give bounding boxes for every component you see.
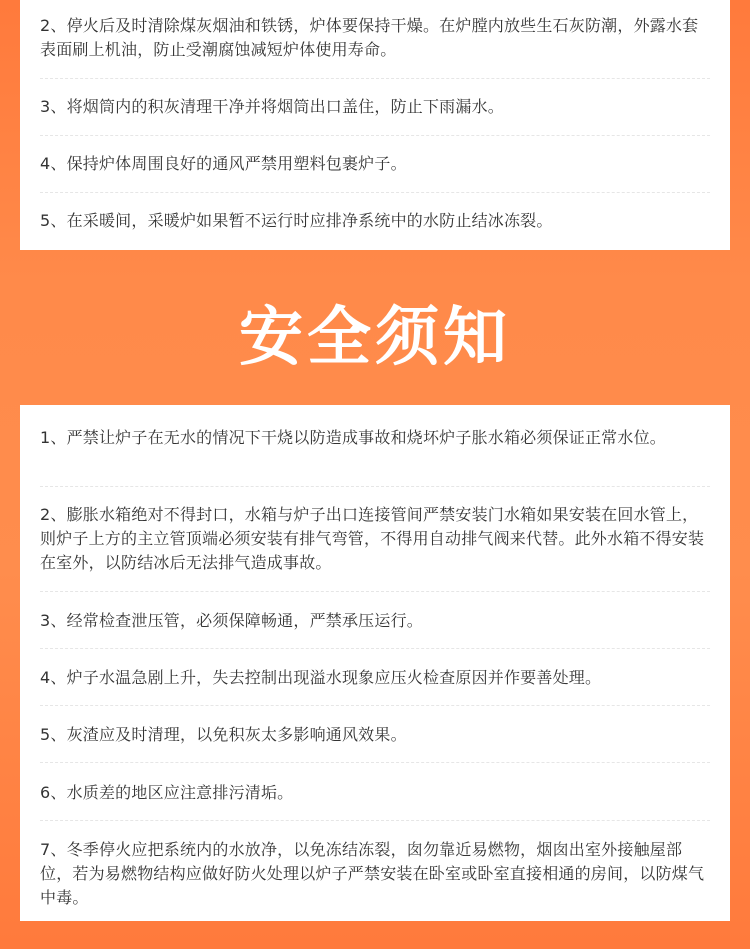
safety-item: 6、水质差的地区应注意排污清垢。 bbox=[40, 783, 294, 802]
safety-item: 2、膨胀水箱绝对不得封口，水箱与炉子出口连接管间严禁安装门水箱如果安装在回水管上，则炉子上方的主立管顶端必须安装有排气弯管，不得用自动排气阀来代替。此外水箱不得安装在室外，以防结冰后无法排气造成事故。 bbox=[40, 505, 705, 572]
maintenance-item: 3、将烟筒内的积灰清理干净并将烟筒出口盖住，防止下雨漏水。 bbox=[40, 97, 504, 116]
safety-item: 1、严禁让炉子在无水的情况下干烧以防造成事故和烧坏炉子胀水箱必须保证正常水位。 bbox=[40, 428, 666, 447]
maintenance-item: 2、停火后及时清除煤灰烟油和铁锈，炉体要保持干燥。在炉膛内放些生石灰防潮，外露水套表面刷上机油，防止受潮腐蚀减短炉体使用寿命。 bbox=[40, 16, 699, 59]
safety-item: 4、炉子水温急剧上升，失去控制出现溢水现象应压火检查原因并作要善处理。 bbox=[40, 668, 602, 687]
maintenance-item: 4、保持炉体周围良好的通风严禁用塑料包裹炉子。 bbox=[40, 154, 407, 173]
safety-card bbox=[20, 405, 730, 921]
divider bbox=[40, 192, 710, 193]
divider bbox=[40, 591, 710, 592]
divider bbox=[40, 648, 710, 649]
divider bbox=[40, 486, 710, 487]
section-title: 安全须知 bbox=[239, 301, 511, 375]
maintenance-card bbox=[20, 0, 730, 250]
safety-item: 3、经常检查泄压管，必须保障畅通，严禁承压运行。 bbox=[40, 611, 423, 630]
divider bbox=[40, 762, 710, 763]
safety-item: 5、灰渣应及时清理，以免积灰太多影响通风效果。 bbox=[40, 725, 407, 744]
safety-item: 7、冬季停火应把系统内的水放净，以免冻结冻裂，囱勿靠近易燃物，烟囱出室外接触屋部位，若为易燃物结构应做好防火处理以炉子严禁安装在卧室或卧室直接相通的房间，以防煤气中毒。 bbox=[40, 840, 705, 907]
maintenance-item: 5、在采暖间，采暖炉如果暂不运行时应排净系统中的水防止结冰冻裂。 bbox=[40, 211, 553, 230]
divider bbox=[40, 705, 710, 706]
divider bbox=[40, 820, 710, 821]
divider bbox=[40, 135, 710, 136]
divider bbox=[40, 78, 710, 79]
